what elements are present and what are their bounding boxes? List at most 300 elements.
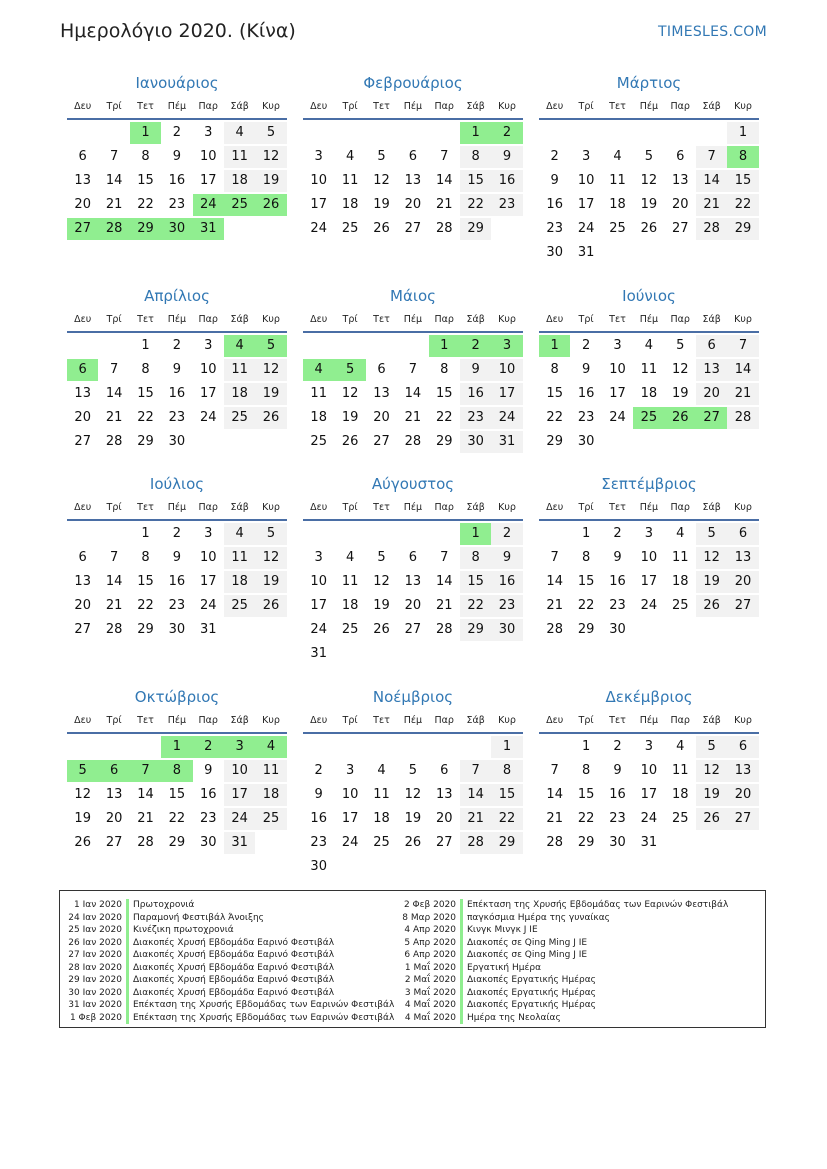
weekday-header: Σάβ [460,96,491,120]
day-cell: 15 [137,173,154,188]
holiday-name: Επέκταση της Χρυσής Εβδομάδας των Εαρινών Φεστιβάλ [467,900,729,910]
weekday-header: Σάβ [696,96,727,120]
empty-cell [429,736,460,758]
day-cell: 7 [727,335,758,357]
day-cell: 28 [546,835,563,850]
day-cell: 27 [404,221,422,236]
holiday-day-cell: 26 [665,407,696,429]
day-cell: 8 [141,149,150,164]
day-cell: 1 [581,739,591,754]
day-cell: 15 [137,574,154,589]
day-cell: 18 [224,571,255,593]
day-cell: 7 [550,763,559,778]
day-cell: 28 [435,622,453,637]
day-cell: 4 [613,149,622,164]
day-cell: 21 [105,410,123,425]
day-cell: 5 [255,523,286,545]
day-cell: 9 [460,359,491,381]
holiday-name: Διακοπές σε Qing Ming J IE [467,950,588,960]
day-cell: 13 [727,547,758,569]
day-cell: 21 [546,811,563,826]
weekday-header: Δευ [303,96,334,120]
holiday-entry [68,962,394,975]
day-cell: 18 [255,784,286,806]
day-cell: 18 [224,170,255,192]
empty-cell [67,736,98,758]
holiday-day-cell: 4 [303,359,334,381]
day-cell: 17 [577,197,595,212]
day-cell: 27 [435,835,453,850]
day-cell: 12 [640,173,658,188]
empty-cell [67,523,98,545]
day-cell: 23 [168,410,186,425]
day-cell: 3 [644,739,653,754]
weekday-header: Τετ [602,497,633,521]
holiday-entry [68,974,394,987]
weekday-header: Δευ [67,96,98,120]
weekday-header: Πέμ [397,96,428,120]
day-cell: 18 [671,787,689,802]
holiday-entry [68,912,394,925]
day-cell: 6 [727,736,758,758]
day-cell: 2 [172,526,181,541]
weekday-header: Κυρ [491,497,522,521]
day-cell: 19 [255,571,286,593]
holiday-name: Διακοπές Χρυσή Εβδομάδα Εαρινό Φεστιβάλ [133,950,335,960]
day-cell: 29 [435,434,453,449]
day-cell: 23 [546,221,563,236]
day-cell: 24 [577,221,595,236]
day-cell: 20 [671,197,689,212]
empty-cell [539,736,570,758]
day-cell: 30 [168,434,186,449]
day-cell: 23 [491,595,522,617]
day-cell: 19 [696,571,727,593]
month-grid [303,96,523,240]
day-cell: 23 [168,598,186,613]
month-name: Νοέμβριος [372,688,454,706]
empty-cell [98,335,129,357]
day-cell: 16 [168,386,186,401]
day-cell: 28 [546,622,563,637]
day-cell: 10 [224,760,255,782]
holiday-day-cell: 3 [224,736,255,758]
day-cell: 25 [671,598,689,613]
day-cell: 11 [671,550,689,565]
month-grid [67,96,287,240]
day-cell: 4 [224,122,255,144]
day-cell: 21 [404,410,422,425]
weekday-header: Κυρ [255,710,286,734]
weekday-header: Πέμ [633,710,664,734]
day-cell: 3 [314,149,323,164]
weekday-header: Τρί [98,96,129,120]
weekday-header: Πέμ [397,710,428,734]
holiday-date: 1 Φεβ 2020 [68,1012,129,1025]
day-cell: 29 [577,622,595,637]
day-cell: 13 [373,386,390,401]
day-cell: 22 [137,197,154,212]
day-cell: 9 [491,547,522,569]
holiday-date: 2 Μαΐ 2020 [402,974,463,987]
day-cell: 5 [377,149,386,164]
day-cell: 24 [640,811,658,826]
day-cell: 20 [373,410,390,425]
day-cell: 22 [577,598,595,613]
holiday-name: Επέκταση της Χρυσής Εβδομάδας των Εαρινών Φεστιβάλ [133,1000,395,1010]
weekday-header: Τετ [130,309,161,333]
day-cell: 23 [609,811,626,826]
day-cell: 19 [373,598,390,613]
day-cell: 17 [224,784,255,806]
day-cell: 17 [640,787,658,802]
month-name: Ιούλιος [149,475,205,493]
day-cell: 5 [408,763,417,778]
weekday-header: Παρ [665,96,696,120]
weekday-header: Σάβ [460,309,491,333]
holiday-day-cell: 6 [98,760,129,782]
holiday-day-cell: 1 [130,122,161,144]
day-cell: 11 [310,386,327,401]
weekday-header: Παρ [665,497,696,521]
day-cell: 29 [137,622,154,637]
holiday-day-cell: 4 [255,736,286,758]
day-cell: 15 [727,170,758,192]
day-cell: 28 [435,221,453,236]
weekday-header: Δευ [539,96,570,120]
day-cell: 12 [341,386,359,401]
holiday-day-cell: 2 [460,335,491,357]
day-cell: 23 [168,197,186,212]
month-block [539,70,759,264]
day-cell: 21 [105,598,123,613]
holiday-day-cell: 26 [255,194,286,216]
empty-cell [397,122,428,144]
day-cell: 11 [640,362,658,377]
day-cell: 7 [440,550,449,565]
day-cell: 2 [491,523,522,545]
day-cell: 25 [224,407,255,429]
day-cell: 31 [224,832,255,854]
day-cell: 18 [341,598,359,613]
weekday-header: Δευ [67,710,98,734]
day-cell: 14 [546,574,563,589]
day-cell: 13 [105,787,123,802]
holiday-name: Διακοπές Εργατικής Ημέρας [467,987,596,998]
weekday-header: Παρ [429,497,460,521]
weekday-header: Δευ [539,710,570,734]
holiday-entry [402,924,728,937]
day-cell: 16 [168,173,186,188]
holiday-entry [68,924,394,937]
day-cell: 9 [581,362,591,377]
weekday-header: Τετ [130,96,161,120]
weekday-header: Σάβ [696,309,727,333]
day-cell: 23 [199,811,217,826]
empty-cell [98,122,129,144]
day-cell: 13 [74,574,91,589]
day-cell: 31 [199,622,217,637]
empty-cell [397,335,428,357]
day-cell: 18 [671,574,689,589]
day-cell: 1 [727,122,758,144]
holiday-day-cell: 1 [429,335,460,357]
weekday-header: Κυρ [727,309,758,333]
day-cell: 24 [609,410,626,425]
day-cell: 2 [613,739,622,754]
weekday-header: Πέμ [633,309,664,333]
day-cell: 14 [460,784,491,806]
day-cell: 20 [435,811,453,826]
day-cell: 2 [172,338,181,353]
day-cell: 30 [577,434,595,449]
day-cell: 30 [491,619,522,641]
day-cell: 24 [491,407,522,429]
month-block [303,471,523,665]
day-cell: 19 [404,811,422,826]
empty-cell [397,523,428,545]
holiday-day-cell: 25 [224,194,255,216]
day-cell: 31 [640,835,658,850]
day-cell: 15 [491,784,522,806]
day-cell: 30 [310,859,327,874]
day-cell: 10 [199,362,217,377]
holiday-date: 6 Απρ 2020 [402,949,463,962]
day-cell: 25 [341,622,359,637]
day-cell: 22 [460,595,491,617]
day-cell: 18 [310,410,327,425]
day-cell: 3 [345,763,355,778]
empty-cell [539,122,570,144]
day-cell: 6 [676,149,685,164]
empty-cell [539,523,570,545]
weekday-header: Παρ [665,309,696,333]
day-cell: 26 [696,808,727,830]
holiday-list-right [402,899,728,1024]
holiday-name: Εργατική Ημέρα [467,962,541,973]
day-cell: 29 [168,835,186,850]
month-name: Αύγουστος [371,475,455,493]
day-cell: 14 [546,787,563,802]
day-cell: 10 [199,550,217,565]
day-cell: 29 [491,832,522,854]
day-cell: 27 [727,595,758,617]
empty-cell [665,122,696,144]
month-name: Ιούνιος [622,287,676,305]
day-cell: 29 [546,434,563,449]
day-cell: 16 [491,170,522,192]
day-cell: 22 [137,598,154,613]
empty-cell [397,736,428,758]
weekday-header: Κυρ [727,710,758,734]
day-cell: 18 [341,197,359,212]
weekday-header: Πέμ [161,710,192,734]
day-cell: 19 [671,386,689,401]
day-cell: 18 [373,811,390,826]
brand-link[interactable]: TIMESLES.COM [658,24,767,40]
day-cell: 31 [310,646,327,661]
holiday-date: 5 Απρ 2020 [402,937,463,950]
day-cell: 8 [581,550,591,565]
day-cell: 20 [404,598,422,613]
day-cell: 26 [74,835,91,850]
empty-cell [696,122,727,144]
month-block [539,283,759,453]
holiday-day-cell: 25 [633,407,664,429]
day-cell: 29 [137,434,154,449]
day-cell: 22 [168,811,186,826]
month-name: Σεπτέμβριος [601,475,697,493]
month-block [539,684,759,854]
day-cell: 21 [137,811,154,826]
day-cell: 8 [460,547,491,569]
day-cell: 16 [199,787,217,802]
day-cell: 20 [727,784,758,806]
day-cell: 28 [105,622,123,637]
weekday-header: Τετ [366,96,397,120]
month-name: Φεβρουάριος [363,74,463,92]
day-cell: 9 [613,550,622,565]
day-cell: 15 [137,386,154,401]
month-block [67,684,287,854]
weekday-header: Σάβ [224,96,255,120]
weekday-header: Σάβ [696,497,727,521]
day-cell: 26 [373,622,390,637]
day-cell: 12 [696,760,727,782]
day-cell: 11 [224,359,255,381]
day-cell: 7 [440,149,449,164]
day-cell: 4 [644,338,653,353]
day-cell: 13 [727,760,758,782]
weekday-header: Τρί [98,309,129,333]
day-cell: 4 [676,526,685,541]
day-cell: 22 [137,410,154,425]
empty-cell [429,523,460,545]
month-grid [67,497,287,641]
day-cell: 17 [491,383,522,405]
day-cell: 18 [640,386,658,401]
weekday-header: Δευ [303,497,334,521]
day-cell: 25 [224,595,255,617]
weekday-header: Δευ [303,710,334,734]
holiday-name: Κινέζικη πρωτοχρονιά [133,925,234,935]
day-cell: 18 [224,383,255,405]
day-cell: 21 [460,808,491,830]
day-cell: 12 [404,787,422,802]
day-cell: 2 [172,125,181,140]
day-cell: 14 [696,170,727,192]
holiday-day-cell: 5 [67,760,98,782]
empty-cell [602,122,633,144]
day-cell: 17 [199,574,217,589]
holiday-entry [402,999,728,1012]
weekday-header: Σάβ [460,710,491,734]
day-cell: 7 [460,760,491,782]
month-grid [303,710,523,878]
weekday-header: Κυρ [491,96,522,120]
day-cell: 20 [696,383,727,405]
month-name: Δεκέμβριος [605,688,693,706]
day-cell: 6 [377,362,386,377]
day-cell: 15 [577,574,595,589]
weekday-header: Τετ [366,497,397,521]
holiday-name: Κινγκ Μινγκ J IE [467,925,538,935]
day-cell: 8 [550,362,559,377]
holiday-date: 30 Ιαν 2020 [68,987,129,1000]
day-cell: 17 [310,197,327,212]
holiday-day-cell: 6 [67,359,98,381]
day-cell: 13 [404,173,422,188]
holiday-name: Επέκταση της Χρυσής Εβδομάδας των Εαρινών Φεστιβάλ [133,1012,395,1023]
weekday-header: Κυρ [255,497,286,521]
holiday-entry [68,1012,394,1025]
empty-cell [303,736,334,758]
day-cell: 15 [577,787,595,802]
day-cell: 6 [408,149,417,164]
day-cell: 13 [696,359,727,381]
month-block [67,70,287,240]
holiday-date: 26 Ιαν 2020 [68,937,129,950]
page-title: Ημερολόγιο 2020. (Κίνα) [60,20,296,42]
empty-cell [366,335,397,357]
day-cell: 14 [435,574,453,589]
weekday-header: Πέμ [633,497,664,521]
weekday-header: Πέμ [161,96,192,120]
day-cell: 5 [696,736,727,758]
day-cell: 5 [255,122,286,144]
weekday-header: Κυρ [255,309,286,333]
day-cell: 1 [141,526,150,541]
weekday-header: Τετ [130,497,161,521]
holiday-day-cell: 4 [224,335,255,357]
day-cell: 26 [255,595,286,617]
month-block [67,471,287,641]
day-cell: 20 [105,811,123,826]
day-cell: 28 [460,832,491,854]
day-cell: 17 [199,386,217,401]
day-cell: 15 [435,386,453,401]
holiday-date: 29 Ιαν 2020 [68,974,129,987]
day-cell: 6 [78,550,87,565]
day-cell: 20 [74,197,91,212]
holiday-date: 28 Ιαν 2020 [68,962,129,975]
month-grid [303,309,523,453]
day-cell: 16 [310,811,327,826]
weekday-header: Τετ [602,710,633,734]
empty-cell [303,122,334,144]
day-cell: 17 [341,811,359,826]
day-cell: 7 [109,149,119,164]
day-cell: 20 [74,598,91,613]
day-cell: 29 [460,619,491,641]
day-cell: 9 [314,787,323,802]
day-cell: 17 [199,173,217,188]
day-cell: 5 [676,338,685,353]
weekday-header: Δευ [539,309,570,333]
day-cell: 22 [460,194,491,216]
day-cell: 27 [373,434,390,449]
day-cell: 24 [310,221,327,236]
day-cell: 9 [172,362,181,377]
day-cell: 7 [550,550,559,565]
day-cell: 14 [435,173,453,188]
holiday-name: παγκόσμια Ημέρα της γυναίκας [467,912,610,923]
day-cell: 28 [727,407,758,429]
day-cell: 30 [546,245,563,260]
day-cell: 23 [460,407,491,429]
day-cell: 4 [377,763,386,778]
day-cell: 2 [314,763,323,778]
